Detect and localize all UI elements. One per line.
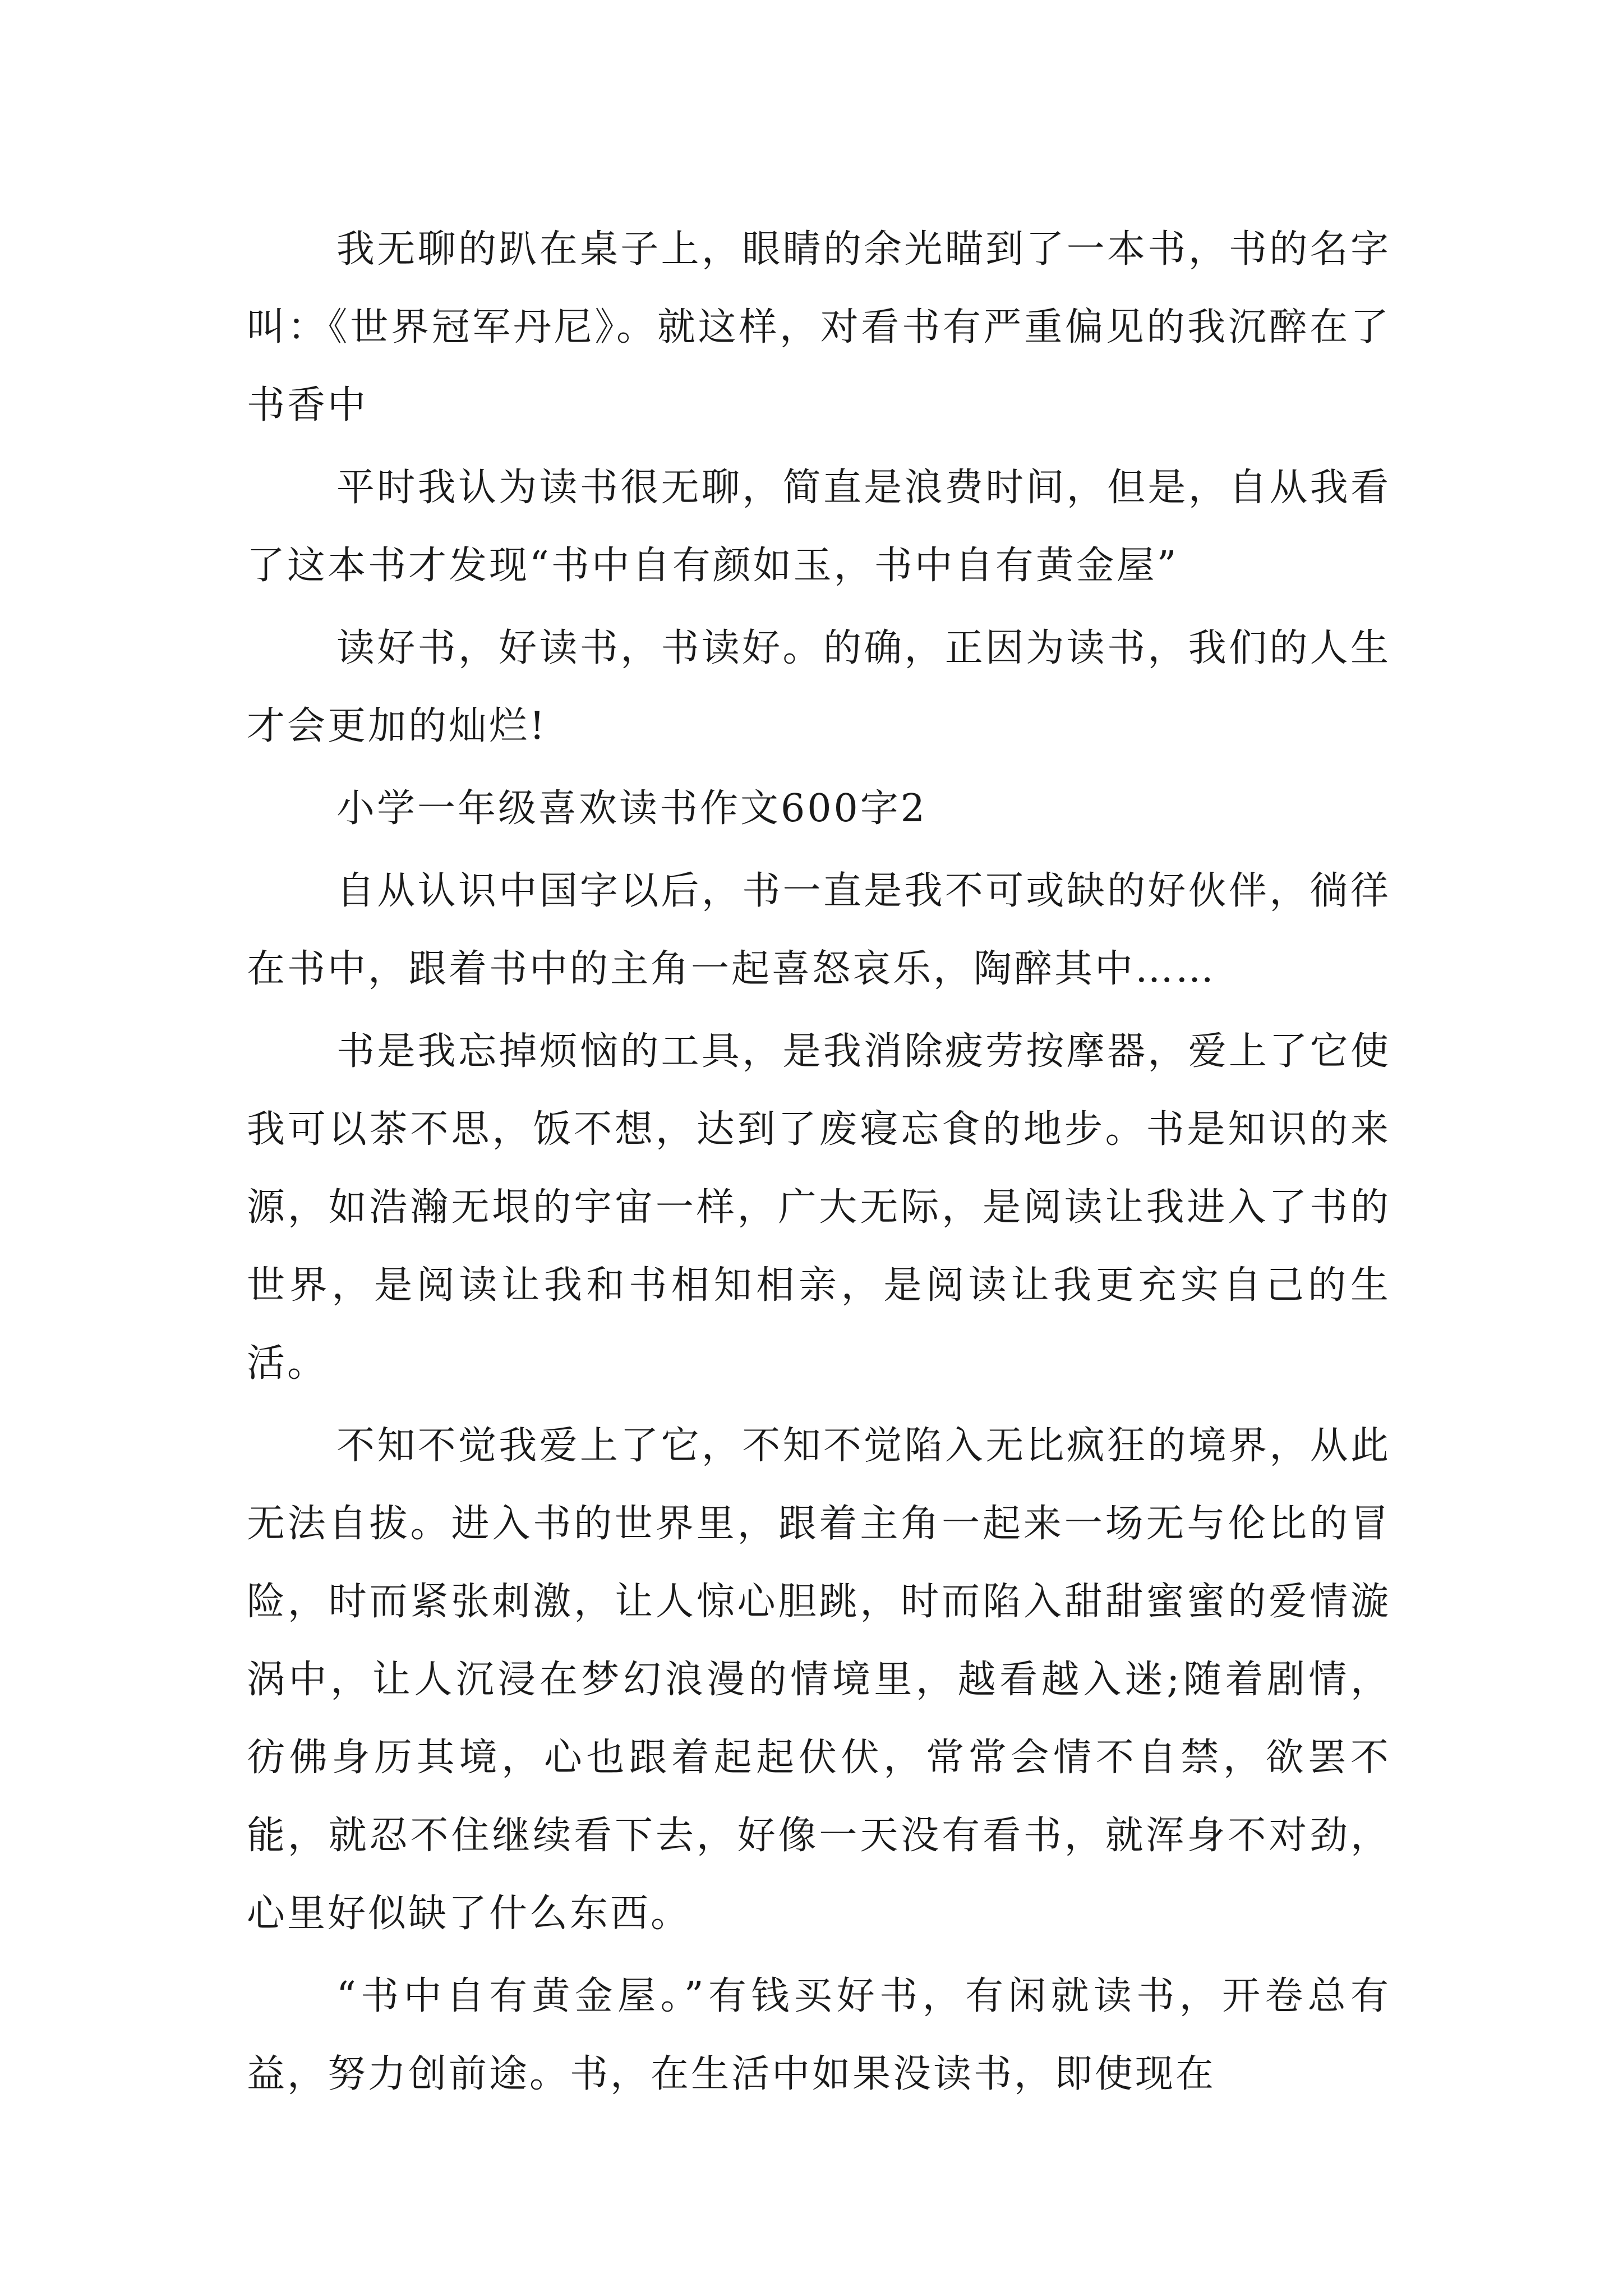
paragraph-4: 自从认识中国字以后，书一直是我不可或缺的好伙伴，徜徉在书中，跟着书中的主角一起喜怒哀乐，陶醉其中…… <box>247 869 1391 991</box>
document-body <box>247 210 1391 2118</box>
paragraph-5: 书是我忘掉烦恼的工具，是我消除疲劳按摩器，爱上了它使我可以茶不思，饭不想，达到了废寝忘食的地步。书是知识的来源，如浩瀚无垠的宇宙一样，广大无际，是阅读让我进入了书的世界，是阅读让我和书相知相亲，是阅读让我更充实自己的生活。 <box>247 1029 1391 1386</box>
paragraph-2: 平时我认为读书很无聊，简直是浪费时间，但是，自从我看了这本书才发现“书中自有颜如玉，书中自有黄金屋” <box>247 466 1391 588</box>
paragraph-1: 我无聊的趴在桌子上，眼睛的余光瞄到了一本书，书的名字叫：《世界冠军丹尼》。就这样，对看书有严重偏见的我沉醉在了书香中 <box>247 227 1391 427</box>
paragraph-6: 不知不觉我爱上了它，不知不觉陷入无比疯狂的境界，从此无法自拔。进入书的世界里，跟着主角一起来一场无与伦比的冒险，时而紧张刺激，让人惊心胆跳，时而陷入甜甜蜜蜜的爱情漩涡中，让人沉浸在梦幻浪漫的情境里，越看越入迷;随着剧情，彷佛身历其境，心也跟着起起伏伏，常常会情不自禁，欲罢不能，就忍不住继续看下去，好像一天没有看书，就浑身不对劲，心里好似缺了什么东西。 <box>247 1424 1391 1936</box>
paragraph-7: “书中自有黄金屋。”有钱买好书，有闲就读书，开卷总有益，努力创前途。书，在生活中如果没读书，即使现在 <box>247 1974 1391 2096</box>
section-heading: 小学一年级喜欢读书作文600字2 <box>336 786 928 831</box>
paragraph-3: 读好书，好读书，书读好。的确，正因为读书，我们的人生才会更加的灿烂! <box>247 626 1391 748</box>
